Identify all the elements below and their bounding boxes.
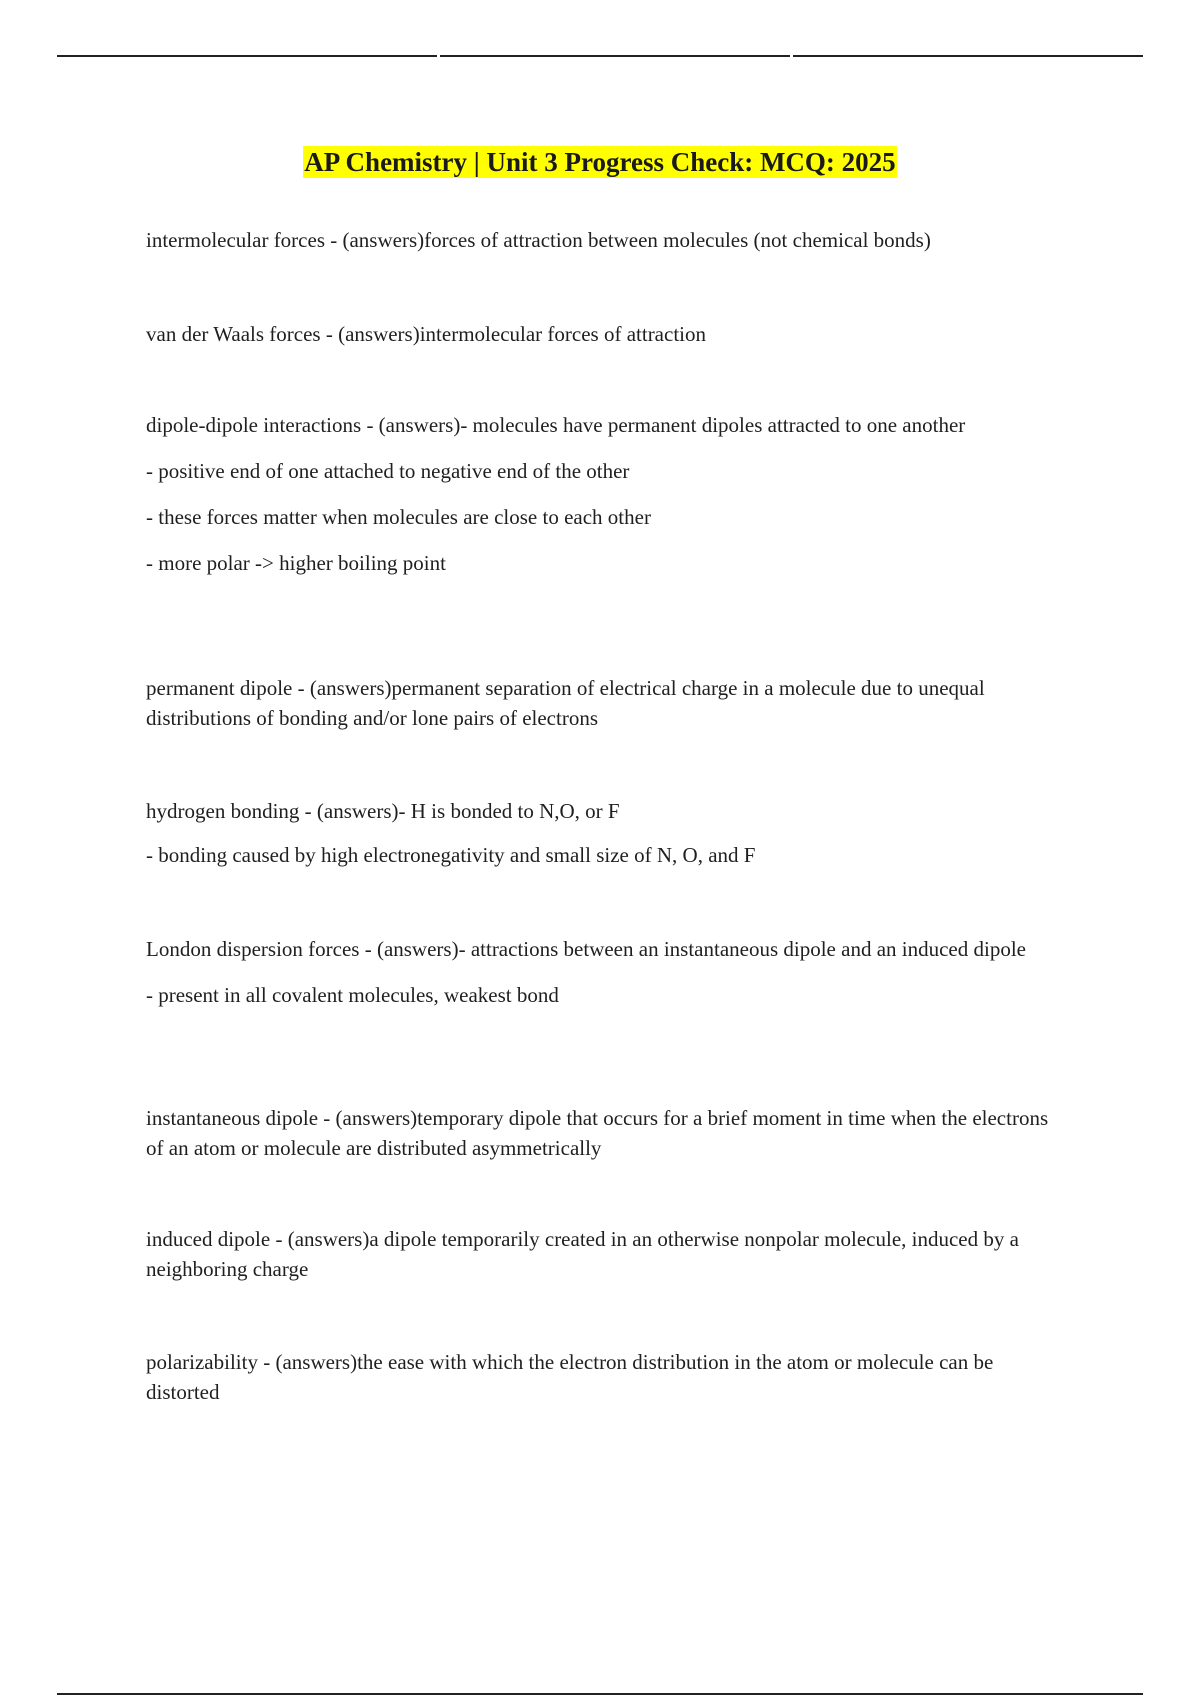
entry-text: permanent dipole - (answers)permanent separation of electrical charge in a molecule due to unequal distributions of bonding and/or lone pairs of electrons: [146, 676, 985, 730]
header-rule-segment: [440, 55, 790, 57]
entry-text: dipole-dipole interactions - (answers)- molecules have permanent dipoles attracted to one another: [146, 413, 966, 437]
entry-instantaneous-dipole: [146, 1103, 1066, 1163]
entry-hydrogen-bonding: [146, 796, 755, 870]
page-title: AP Chemistry | Unit 3 Progress Check: MCQ: 2025: [304, 147, 896, 177]
entry-bullet: - bonding caused by high electronegativity and small size of N, O, and F: [146, 843, 756, 867]
entry-polarizability: [146, 1347, 1066, 1407]
entry-text: hydrogen bonding - (answers)- H is bonded to N,O, or F: [146, 799, 620, 823]
entry-bullet: - more polar -> higher boiling point: [146, 551, 446, 575]
entry-text: van der Waals forces - (answers)intermolecular forces of attraction: [146, 322, 706, 346]
entry-text: instantaneous dipole - (answers)temporary dipole that occurs for a brief moment in time when the electrons of an atom or molecule are distributed asymmetrically: [146, 1106, 1049, 1160]
entry-van-der-waals: [146, 319, 706, 349]
entry-bullet: - these forces matter when molecules are close to each other: [146, 505, 651, 529]
entry-dipole-dipole: [146, 410, 1066, 578]
title-container: [0, 146, 1200, 178]
entry-text: London dispersion forces - (answers)- attractions between an instantaneous dipole and an induced dipole: [146, 937, 1026, 961]
header-rule-segment: [793, 55, 1143, 57]
entry-induced-dipole: [146, 1224, 1066, 1284]
footer-rule: [57, 1693, 1143, 1695]
entry-bullet: - positive end of one attached to negative end of the other: [146, 459, 630, 483]
entry-text: induced dipole - (answers)a dipole temporarily created in an otherwise nonpolar molecule, induced by a neighboring charge: [146, 1227, 1019, 1281]
entry-text: intermolecular forces - (answers)forces of attraction between molecules (not chemical bonds): [146, 228, 931, 252]
header-rule-segment: [57, 55, 437, 57]
entry-london-dispersion: [146, 934, 1066, 1010]
entry-bullet: - present in all covalent molecules, weakest bond: [146, 983, 559, 1007]
entry-intermolecular-forces: [146, 225, 931, 255]
entry-permanent-dipole: [146, 673, 1066, 733]
entry-text: polarizability - (answers)the ease with which the electron distribution in the atom or molecule can be distorted: [146, 1350, 994, 1404]
